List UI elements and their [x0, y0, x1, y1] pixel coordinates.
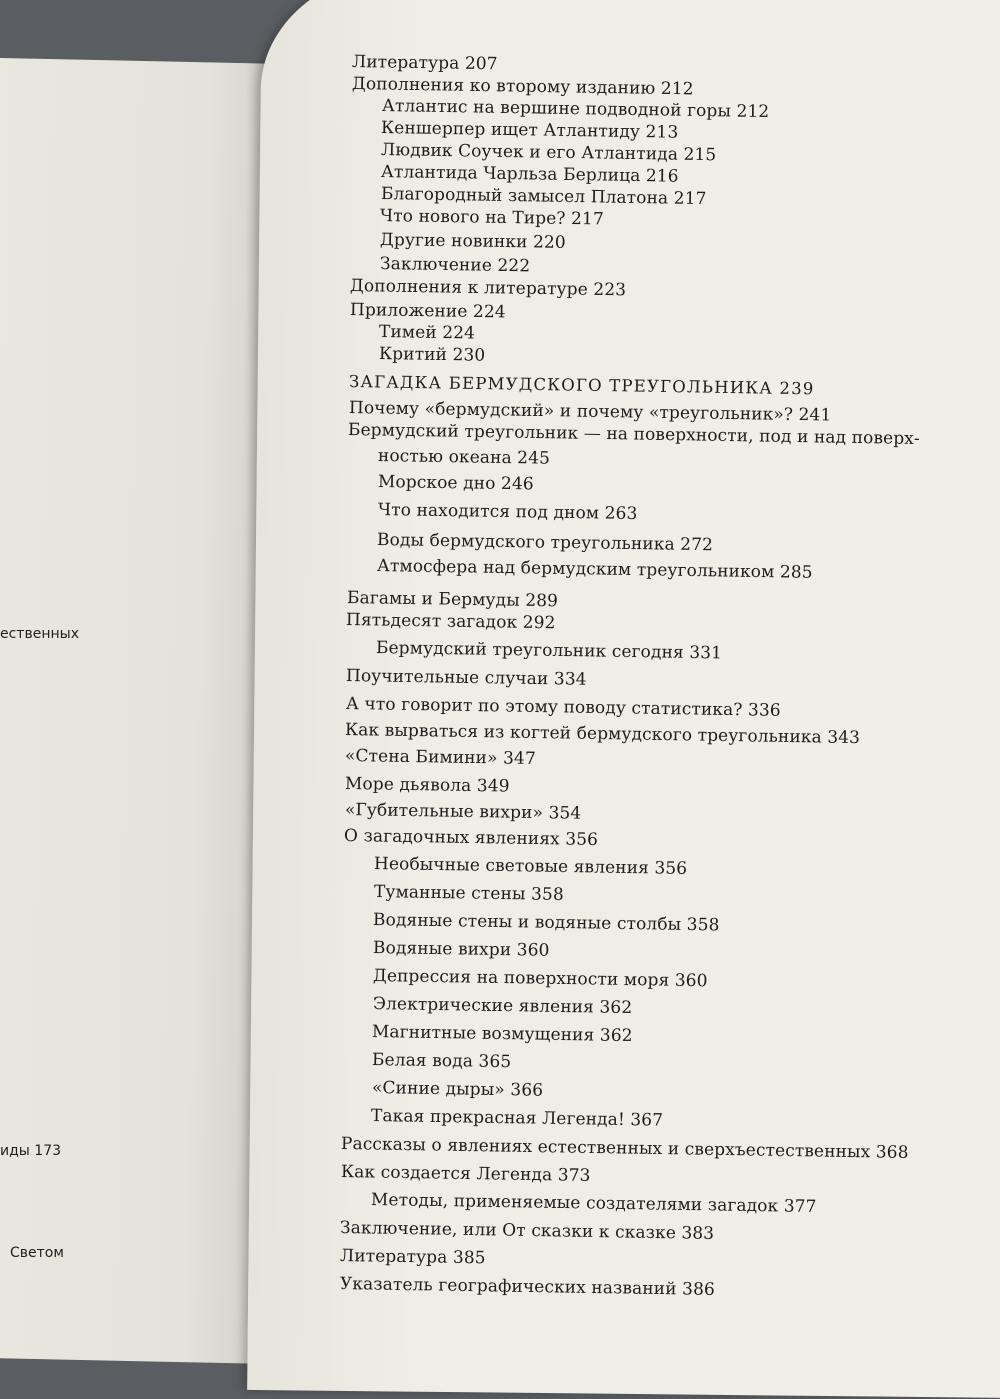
toc-entry: Электрические явления 362 [372, 994, 632, 1019]
left-page-fragment: иды 173 [0, 1143, 62, 1159]
toc-section-heading: ЗАГАДКА БЕРМУДСКОГО ТРЕУГОЛЬНИКА 239 [348, 372, 815, 399]
toc-entry: Морское дно 246 [377, 472, 534, 495]
toc-entry: «Стена Бимини» 347 [344, 746, 537, 769]
toc-entry: Море дьявола 349 [344, 774, 510, 797]
toc-entry: Дополнения ко второму изданию 212 [351, 74, 694, 100]
toc-entry: Тимей 224 [379, 322, 476, 344]
left-page-fragment: ественных [0, 626, 79, 642]
toc-entry: Кеншерпер ищет Атлантиду 213 [381, 118, 679, 143]
toc-entry: Литература 385 [339, 1246, 486, 1269]
toc-entry: Воды бермудского треугольника 272 [377, 530, 714, 556]
toc-entry: Как создается Легенда 373 [340, 1162, 591, 1186]
toc-entry: Заключение, или От сказки к сказке 383 [340, 1218, 715, 1244]
toc-entry: Поучительные случаи 334 [345, 666, 587, 690]
toc-entry: Благородный замысел Платона 217 [380, 184, 707, 210]
toc-entry: Белая вода 365 [371, 1050, 512, 1073]
toc-entry: Бермудский треугольник — на поверхности, под и над поверх- [348, 420, 921, 449]
toc-entry: Дополнения к литературе 223 [349, 276, 627, 301]
toc-entry: Как вырваться из когтей бермудского треугольника 343 [345, 720, 861, 749]
toc-entry: Водяные стены и водяные столбы 358 [373, 910, 721, 936]
toc-entry: «Губительные вихри» 354 [344, 800, 581, 824]
toc-entry: Необычные световые явления 356 [373, 854, 688, 879]
toc-entry: О загадочных явлениях 356 [344, 826, 599, 850]
toc-entry: Почему «бермудский» и почему «треугольник»? 241 [348, 398, 832, 426]
toc-entry: Водяные вихри 360 [372, 938, 550, 961]
toc-entry: Критий 230 [378, 344, 486, 366]
toc-entry: Указатель географических названий 386 [339, 1274, 715, 1300]
toc-entry: Рассказы о явлениях естественных и сверхъестественных 368 [341, 1134, 909, 1163]
toc-entry: Атмосфера над бермудским треугольником 285 [376, 556, 813, 583]
toc-entry: Что нового на Тире? 217 [380, 206, 605, 230]
toc-entry: Другие новинки 220 [380, 230, 567, 253]
toc-entry: Людвик Соучек и его Атлантида 215 [380, 140, 717, 166]
toc-entry: Пятьдесят загадок 292 [346, 610, 557, 634]
toc-entry: Заключение 222 [379, 254, 531, 277]
toc-entry: Туманные стены 358 [373, 882, 564, 905]
toc-entry: Литература 207 [351, 52, 498, 75]
toc-entry: Методы, применяемые создателями загадок 377 [370, 1190, 817, 1217]
toc-entry: Бермудский треугольник сегодня 331 [375, 638, 723, 664]
toc-entry: ностью океана 245 [377, 446, 551, 469]
toc-entry: Атлантида Чарльза Берлица 216 [380, 162, 679, 187]
toc-entry: Такая прекрасная Легенда! 367 [371, 1106, 664, 1131]
toc-entry: Магнитные возмущения 362 [372, 1022, 634, 1047]
toc-entry: «Синие дыры» 366 [371, 1078, 544, 1101]
toc-entry: Приложение 224 [349, 300, 506, 323]
toc-entry: Атлантис на вершине подводной горы 212 [381, 96, 769, 123]
toc-entry: А что говорит по этому поводу статистика? 336 [345, 694, 781, 721]
left-page-fragment: Светом [10, 1245, 64, 1261]
toc-entry: Что находится под дном 263 [377, 500, 638, 525]
toc-entry: Багамы и Бермуды 289 [346, 588, 558, 612]
toc-entry: Депрессия на поверхности моря 360 [372, 966, 708, 992]
